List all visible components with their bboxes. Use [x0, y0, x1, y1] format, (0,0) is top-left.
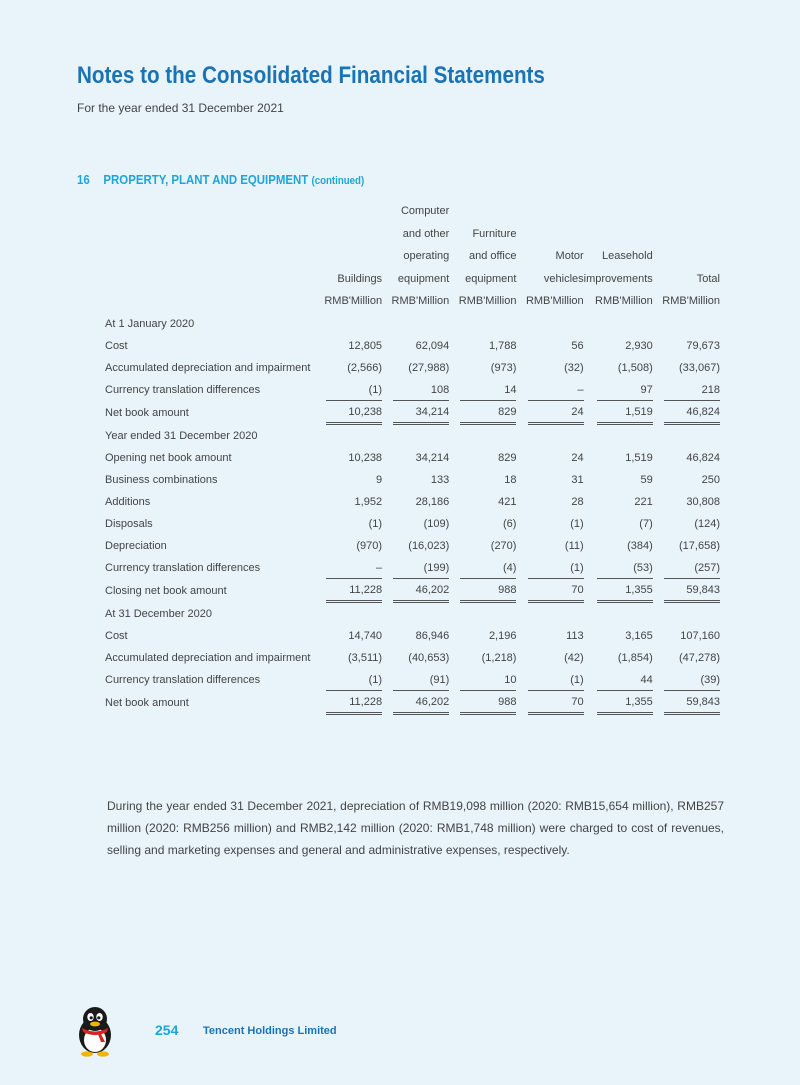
row-value: 12,805 [348, 339, 383, 352]
row-value-text: 11,228 [326, 580, 382, 603]
row-value: (27,988) [408, 361, 450, 374]
row-value-text: 24 [528, 402, 584, 425]
row-value: 30,808 [686, 495, 720, 508]
row-value [449, 401, 516, 425]
column-header: Computer and other operating equipment RMB'Million [391, 205, 450, 307]
row-value-text: – [326, 558, 382, 579]
row-value [516, 557, 583, 579]
row-value: (1) [570, 517, 584, 530]
table-row [105, 447, 720, 469]
row-value-text: 108 [393, 380, 449, 401]
row-value: 62,094 [415, 339, 450, 352]
empty-cell [315, 425, 382, 447]
row-value: 829 [498, 451, 517, 464]
row-value: 10,238 [348, 451, 383, 464]
row-value [653, 691, 720, 715]
row-value [653, 557, 720, 579]
row-label: Accumulated depreciation and impairment [105, 361, 311, 374]
row-value: 250 [701, 473, 720, 486]
row-value-text: (1) [528, 670, 584, 691]
column-header: Leasehold improvements RMB'Million [583, 250, 653, 307]
row-value-text: (1) [326, 670, 382, 691]
row-label: Depreciation [105, 539, 167, 552]
row-value: 31 [571, 473, 584, 486]
row-value-text: (91) [393, 670, 449, 691]
row-value: (384) [627, 539, 653, 552]
table-row [105, 491, 720, 513]
row-label: Disposals [105, 517, 153, 530]
row-value: 28,186 [415, 495, 450, 508]
table-row [105, 335, 720, 357]
row-label: Currency translation differences [105, 561, 261, 574]
page-number: 254 [155, 1022, 179, 1038]
row-value: 24 [571, 451, 584, 464]
row-value-text: 1,519 [597, 402, 653, 425]
row-value: 421 [498, 495, 517, 508]
total-row [105, 579, 720, 603]
row-value [382, 401, 449, 425]
empty-cell [584, 425, 653, 447]
empty-cell [382, 603, 449, 625]
row-value [653, 401, 720, 425]
row-value: 133 [430, 473, 450, 486]
row-value: (42) [564, 651, 584, 664]
total-row [105, 401, 720, 425]
row-value-text: 34,214 [393, 402, 449, 425]
row-value [382, 557, 449, 579]
row-value [315, 669, 382, 691]
row-value: 86,946 [415, 629, 450, 642]
row-value: (6) [503, 517, 517, 530]
note-paragraph: During the year ended 31 December 2021, depreciation of RMB19,098 million (2020: RMB15,654 million), RMB257 million (2020: RMB256 million) and RMB2,142 million (2020: RMB1,748 million) were charged to cost of revenues, selling and marketing expenses and general and administrative expenses, respectively. [107, 799, 724, 857]
row-value-text: (1) [326, 380, 382, 401]
row-value [653, 379, 720, 401]
row-value-text: 218 [664, 380, 720, 401]
row-label: Net book amount [105, 406, 189, 419]
row-value [315, 579, 382, 603]
row-value [315, 379, 382, 401]
footer-company-name: Tencent Holdings Limited [203, 1025, 337, 1037]
row-value-text: 10,238 [326, 402, 382, 425]
row-label: Year ended 31 December 2020 [105, 429, 258, 442]
row-value-text: 829 [460, 402, 516, 425]
row-label: Opening net book amount [105, 451, 232, 464]
page-title: Notes to the Consolidated Financial Statements [77, 62, 545, 89]
qq-penguin-icon [74, 1005, 116, 1057]
empty-cell [449, 603, 516, 625]
row-value [382, 579, 449, 603]
row-value-text: (199) [393, 558, 449, 579]
row-label: Additions [105, 495, 151, 508]
row-value [653, 579, 720, 603]
row-value: (970) [356, 539, 383, 552]
empty-cell [584, 603, 653, 625]
row-value: (40,653) [408, 651, 450, 664]
table-row [105, 557, 720, 579]
row-value: (3,511) [348, 651, 383, 664]
row-value [516, 379, 583, 401]
row-value: (1) [368, 517, 383, 530]
table-row [105, 469, 720, 491]
row-value: (1,508) [617, 361, 653, 374]
row-value [449, 557, 516, 579]
row-value: 79,673 [686, 339, 720, 352]
row-value: (973) [490, 361, 517, 374]
column-header: Motor vehicles RMB'Million [525, 250, 584, 307]
row-value-text: 1,355 [597, 580, 653, 603]
empty-cell [315, 603, 382, 625]
row-value: 1,788 [488, 339, 517, 352]
empty-cell [315, 313, 382, 335]
row-value: (47,278) [679, 651, 720, 664]
row-value [382, 379, 449, 401]
row-value: (16,023) [408, 539, 450, 552]
row-value: (11) [564, 539, 584, 552]
ppe-table [105, 200, 720, 715]
row-value-text: 11,228 [326, 692, 382, 715]
row-value [516, 669, 583, 691]
row-value: 221 [634, 495, 653, 508]
row-value: 2,930 [625, 339, 653, 352]
empty-cell [449, 425, 516, 447]
table-row [105, 669, 720, 691]
row-value [584, 379, 653, 401]
row-value: (33,067) [679, 361, 720, 374]
row-label: Cost [105, 339, 128, 352]
row-value: 14,740 [348, 629, 383, 642]
section-number: 16 [77, 172, 90, 187]
row-value: 3,165 [625, 629, 653, 642]
row-label: Currency translation differences [105, 673, 261, 686]
empty-cell [516, 425, 583, 447]
group-heading-row [105, 425, 720, 447]
row-value: 113 [566, 629, 584, 642]
table-row [105, 535, 720, 557]
row-value [449, 691, 516, 715]
row-value-text: 1,355 [597, 692, 653, 715]
row-value: (32) [564, 361, 584, 374]
row-label: Business combinations [105, 473, 218, 486]
row-value [315, 401, 382, 425]
section-suffix: (continued) [311, 175, 365, 187]
row-value: 18 [504, 473, 517, 486]
table-row [105, 357, 720, 379]
row-value: (7) [639, 517, 653, 530]
section-title: PROPERTY, PLANT AND EQUIPMENT [103, 172, 309, 187]
row-value-text: (1) [528, 558, 584, 579]
group-heading-row [105, 603, 720, 625]
row-value-text: 59,843 [664, 692, 720, 715]
page-subtitle: For the year ended 31 December 2021 [77, 101, 284, 115]
row-value [584, 669, 653, 691]
row-value: 56 [571, 339, 584, 352]
table-row [105, 647, 720, 669]
empty-cell [516, 313, 583, 335]
row-value [315, 557, 382, 579]
row-value-text: (257) [664, 558, 720, 579]
row-value [516, 579, 583, 603]
row-label: Currency translation differences [105, 383, 261, 396]
row-label: Accumulated depreciation and impairment [105, 651, 311, 664]
row-label: At 1 January 2020 [105, 317, 195, 330]
row-label: Closing net book amount [105, 584, 227, 597]
row-value: (17,658) [679, 539, 720, 552]
total-row [105, 691, 720, 715]
row-value-text: 70 [528, 580, 584, 603]
row-label: At 31 December 2020 [105, 607, 213, 620]
row-value: 9 [375, 473, 383, 486]
row-value: 59 [640, 473, 653, 486]
row-value-text: 44 [597, 670, 653, 691]
row-value [449, 579, 516, 603]
row-value-text: 70 [528, 692, 584, 715]
empty-cell [653, 313, 720, 335]
row-value-text: 14 [460, 380, 516, 401]
row-value: 1,519 [625, 451, 653, 464]
column-header: Buildings RMB'Million [324, 272, 383, 307]
row-value-text: (4) [460, 558, 516, 579]
row-value [516, 401, 583, 425]
row-value-text: 10 [460, 670, 516, 691]
row-value [584, 579, 653, 603]
empty-cell [449, 313, 516, 335]
column-header: Furniture and office equipment RMB'Million [458, 227, 517, 307]
row-value [382, 669, 449, 691]
empty-cell [584, 313, 653, 335]
row-value: (1,218) [481, 651, 517, 664]
row-value [584, 691, 653, 715]
row-value [449, 669, 516, 691]
empty-cell [653, 603, 720, 625]
group-heading-row [105, 313, 720, 335]
header-label-cell [105, 200, 315, 313]
row-value [653, 669, 720, 691]
empty-cell [382, 425, 449, 447]
column-header: Total RMB'Million [662, 272, 720, 307]
row-value [449, 379, 516, 401]
row-value [584, 401, 653, 425]
row-value: 1,952 [354, 495, 383, 508]
row-value-text: 46,202 [393, 692, 449, 715]
row-value-text: 59,843 [664, 580, 720, 603]
empty-cell [653, 425, 720, 447]
row-value: 107,160 [680, 629, 720, 642]
table-row [105, 379, 720, 401]
table-header-row [105, 200, 720, 313]
row-value-text: (53) [597, 558, 653, 579]
table-row [105, 513, 720, 535]
row-value [382, 691, 449, 715]
table-row [105, 625, 720, 647]
row-value [516, 691, 583, 715]
row-value: 2,196 [488, 629, 517, 642]
row-value: 28 [571, 495, 584, 508]
empty-cell [516, 603, 583, 625]
row-value: 34,214 [415, 451, 450, 464]
row-value [315, 691, 382, 715]
row-value-text: 988 [460, 580, 516, 603]
row-value-text: 46,202 [393, 580, 449, 603]
row-label: Cost [105, 629, 128, 642]
section-heading [77, 172, 364, 187]
row-value: (1,854) [617, 651, 653, 664]
row-value-text: 46,824 [664, 402, 720, 425]
row-value: (124) [694, 517, 720, 530]
row-value: 46,824 [686, 451, 720, 464]
row-value-text: 97 [597, 380, 653, 401]
row-value: (270) [490, 539, 517, 552]
row-value: (109) [423, 517, 450, 530]
empty-cell [382, 313, 449, 335]
row-value: (2,566) [347, 361, 383, 374]
row-value-text: 988 [460, 692, 516, 715]
row-value-text: (39) [664, 670, 720, 691]
row-value-text: – [528, 380, 584, 401]
row-label: Net book amount [105, 696, 189, 709]
row-value [584, 557, 653, 579]
